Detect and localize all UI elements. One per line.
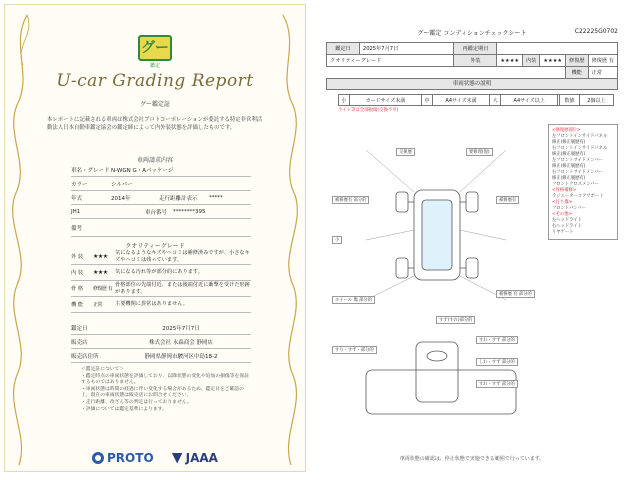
name-grade-value: N-WGN G・Aパッケージ <box>111 167 174 174</box>
state-title: 車両状態の説明 <box>326 78 618 90</box>
list-item: 右フロントサイドメンバー <box>552 170 603 175</box>
grade-label: 機 能 <box>71 302 84 308</box>
sheet-exhibit-value <box>497 43 618 55</box>
certificate-subtitle: グー鑑定証 <box>139 101 170 108</box>
proto-logo <box>92 451 154 465</box>
model-value: JH1 <box>71 208 81 215</box>
table-row <box>71 205 251 219</box>
list-item: 修正(修正履歴有) <box>552 176 586 181</box>
size-cell: A4サイズ以上 <box>500 95 557 106</box>
proto-mark-icon <box>92 452 104 464</box>
year-value: 2014年 <box>111 195 131 202</box>
grade-label: 外 装 <box>71 254 84 260</box>
sheet-repair-label: 修復歴 <box>566 55 589 67</box>
goo-badge-logo <box>138 35 172 61</box>
grade-desc: 主要機関に異常はありません。 <box>115 301 188 308</box>
grade-desc: 骨格部位の先端付近、または後端付近に衝撃を受けた形跡があります。 <box>115 281 250 295</box>
chassis-label: 車台番号 <box>144 209 167 216</box>
grade-stars: 正常 <box>93 302 103 308</box>
intro-text: 本レポートに記載される車両は株式会社プロトコーポレーションが委託する特定非営利活動法人日本自動車鑑定協会の鑑定師によって内外装状態を評価したものです。 <box>47 117 263 131</box>
damage-label: すれ・すず 部分的 <box>476 380 518 388</box>
sheet-repair-value: 修復歴 有 <box>588 55 617 67</box>
address-label: 販売店住所 <box>71 353 99 360</box>
grade-section-title: クオリティーグレード <box>125 243 185 250</box>
damage-label: 補修歴有 <box>496 196 519 204</box>
sheet-quality-label: クオリティーグレード <box>327 55 454 67</box>
list-item: フロントクロスメンバー <box>552 182 599 187</box>
size-cell: A4サイズ未満 <box>432 95 489 106</box>
list-item: ラジエーターコアサポート <box>552 194 604 199</box>
list-item: 左ヘッドライト <box>552 218 582 223</box>
table-row <box>71 177 251 191</box>
condition-check-sheet <box>326 26 618 462</box>
damage-label: しわ・すず 部分的 <box>476 358 518 366</box>
list-item: 右フロントインサイドパネル <box>552 146 608 151</box>
sheet-date-value: 2025年7月7日 <box>359 43 454 55</box>
list-item: 右ヘッドライト <box>552 224 582 229</box>
grade-row-function <box>71 297 251 313</box>
jaaa-text: JAAA <box>185 451 218 465</box>
damage-label: すれ・すず 部分的 <box>476 336 518 344</box>
sheet-footer: 車両状態の確認は、停止状態で実施できる範囲で行っています。 <box>399 456 545 462</box>
list-item: リヤゲート <box>552 230 574 235</box>
grade-stars: ★★★ <box>93 269 108 276</box>
sheet-function-value: 正常 <box>588 67 617 79</box>
grade-row-interior <box>71 265 251 281</box>
badge-mark: グー <box>141 40 169 56</box>
grade-table <box>71 249 251 313</box>
grade-desc: 気になる汚れ等が部分的にあります。 <box>115 269 203 276</box>
vehicle-damage-diagram <box>326 120 546 420</box>
color-label: カラー <box>71 181 88 188</box>
list-item: <打ち傷> <box>552 200 573 205</box>
size-cell: 小 <box>339 95 350 106</box>
sheet-info-table <box>326 42 618 79</box>
script-title: U-car Grading Report <box>56 71 254 91</box>
size-cell: 中 <box>422 95 433 106</box>
date-value: 2025年7月7日 <box>162 325 200 332</box>
list-item: 左フロントインサイドパネル <box>552 134 608 139</box>
grade-label: 内 装 <box>71 270 84 276</box>
sheet-interior-stars: ★★★★ <box>540 55 566 67</box>
repair-parts-list <box>548 124 618 240</box>
mileage-value: ***** <box>209 194 223 201</box>
remarks-label: 備考 <box>71 225 83 232</box>
proto-text: PROTO <box>107 451 154 465</box>
shop-table <box>71 321 251 363</box>
name-grade-label: 車名・グレード <box>71 167 110 174</box>
jaaa-mark-icon <box>172 453 183 464</box>
sheet-exhibit-label: 再鑑定期日 <box>454 43 497 55</box>
note-item: ・鑑定時点の車両状態を評価しており、以降状態の変化や追加の損傷等を保証するものではありません。 <box>81 373 249 386</box>
sheet-function-label: 機能 <box>566 67 589 79</box>
logos <box>5 451 305 465</box>
color-value: シルバー <box>111 181 133 188</box>
note-item: ・評価については鑑定基準によります。 <box>81 406 167 412</box>
note-item: ・車両状態は時間の経過に伴い変化する場合があるため、鑑定日をご確認の上、現在の車両状態は販売店にお問合せください。 <box>81 386 244 399</box>
list-item: フロントバンパー <box>552 206 586 211</box>
date-label: 鑑定日 <box>71 325 88 332</box>
table-row <box>71 219 251 237</box>
year-label: 年式 <box>71 195 83 202</box>
damage-label: ホイール 傷 部分的 <box>332 296 375 304</box>
list-item: 修正(修正履歴有) <box>552 140 586 145</box>
damage-label: すり・すず・部分的 <box>332 346 377 354</box>
grading-certificate <box>4 4 306 472</box>
size-cell: 数値 <box>560 95 580 106</box>
grade-stars: ★★★ <box>93 253 108 260</box>
table-row <box>71 335 251 349</box>
grade-row-frame <box>71 281 251 297</box>
grade-desc: 気になるようなキズやヘコミは補修済みですが、小さなキズやヘコミは残っています。 <box>115 249 250 263</box>
damage-label: 小 <box>332 236 342 244</box>
size-legend-table <box>338 94 614 106</box>
grade-row-exterior <box>71 249 251 265</box>
badge-sub: 鑑定 <box>149 63 161 69</box>
damage-label: 交換歴 <box>396 148 415 156</box>
grade-label: 骨 格 <box>71 286 84 292</box>
store-label: 販売店 <box>71 339 88 346</box>
sheet-interior-label: 内装 <box>523 55 540 67</box>
store-value: 株式会社 永森商会 静岡店 <box>149 339 213 346</box>
table-row <box>71 321 251 335</box>
sheet-title: グー鑑定 コンディションチェックシート <box>417 30 527 37</box>
vehicle-table <box>71 163 251 237</box>
list-item: <その他> <box>552 212 573 217</box>
damage-label: 要修理(復) <box>466 148 493 156</box>
list-item: <骨格補修> <box>552 188 577 193</box>
table-row <box>71 191 251 205</box>
list-item: 修正(修正履歴有) <box>552 152 586 157</box>
table-row <box>71 163 251 177</box>
jaaa-logo <box>172 451 218 465</box>
address-value: 静岡県静岡市駿河区中島18-2 <box>144 353 218 360</box>
size-cell: カードサイズ未満 <box>349 95 421 106</box>
list-item: 修正(修正履歴有) <box>552 164 586 169</box>
damage-label: すず(すれ)部分的 <box>436 316 475 324</box>
sheet-exterior-stars: ★★★★ <box>497 55 523 67</box>
car-outline-icon <box>326 120 546 420</box>
certificate-notes <box>81 367 249 413</box>
table-row <box>71 349 251 363</box>
damage-label: 補修歴 有 部分的 <box>496 290 535 298</box>
damage-label: 補修歴有 部分的 <box>332 196 369 204</box>
chassis-value: ********395 <box>173 208 206 215</box>
size-cell: 2個以上 <box>579 95 613 106</box>
side-title: <修復歴部位> <box>552 128 581 133</box>
notes-title: ＜鑑定証について＞ <box>81 367 125 372</box>
mileage-label: 走行距離計表示 <box>159 195 198 202</box>
vehicle-section-title: 車両請求内容 <box>136 157 173 164</box>
size-cell: 大 <box>490 95 501 106</box>
note-item: ・走行距離、改ざん等の判定は行っておりません。 <box>81 399 192 405</box>
sheet-header <box>326 26 618 38</box>
sheet-date-label: 鑑定日 <box>327 43 360 55</box>
sheet-exterior-label: 外装 <box>454 55 497 67</box>
grade-stars: 修復歴 有 <box>93 286 113 292</box>
legend-note: ライト等は全部損傷(交換不可) <box>338 108 399 113</box>
list-item: 左フロントサイドメンバー <box>552 158 603 163</box>
sheet-code: C22225G0702 <box>574 28 618 35</box>
